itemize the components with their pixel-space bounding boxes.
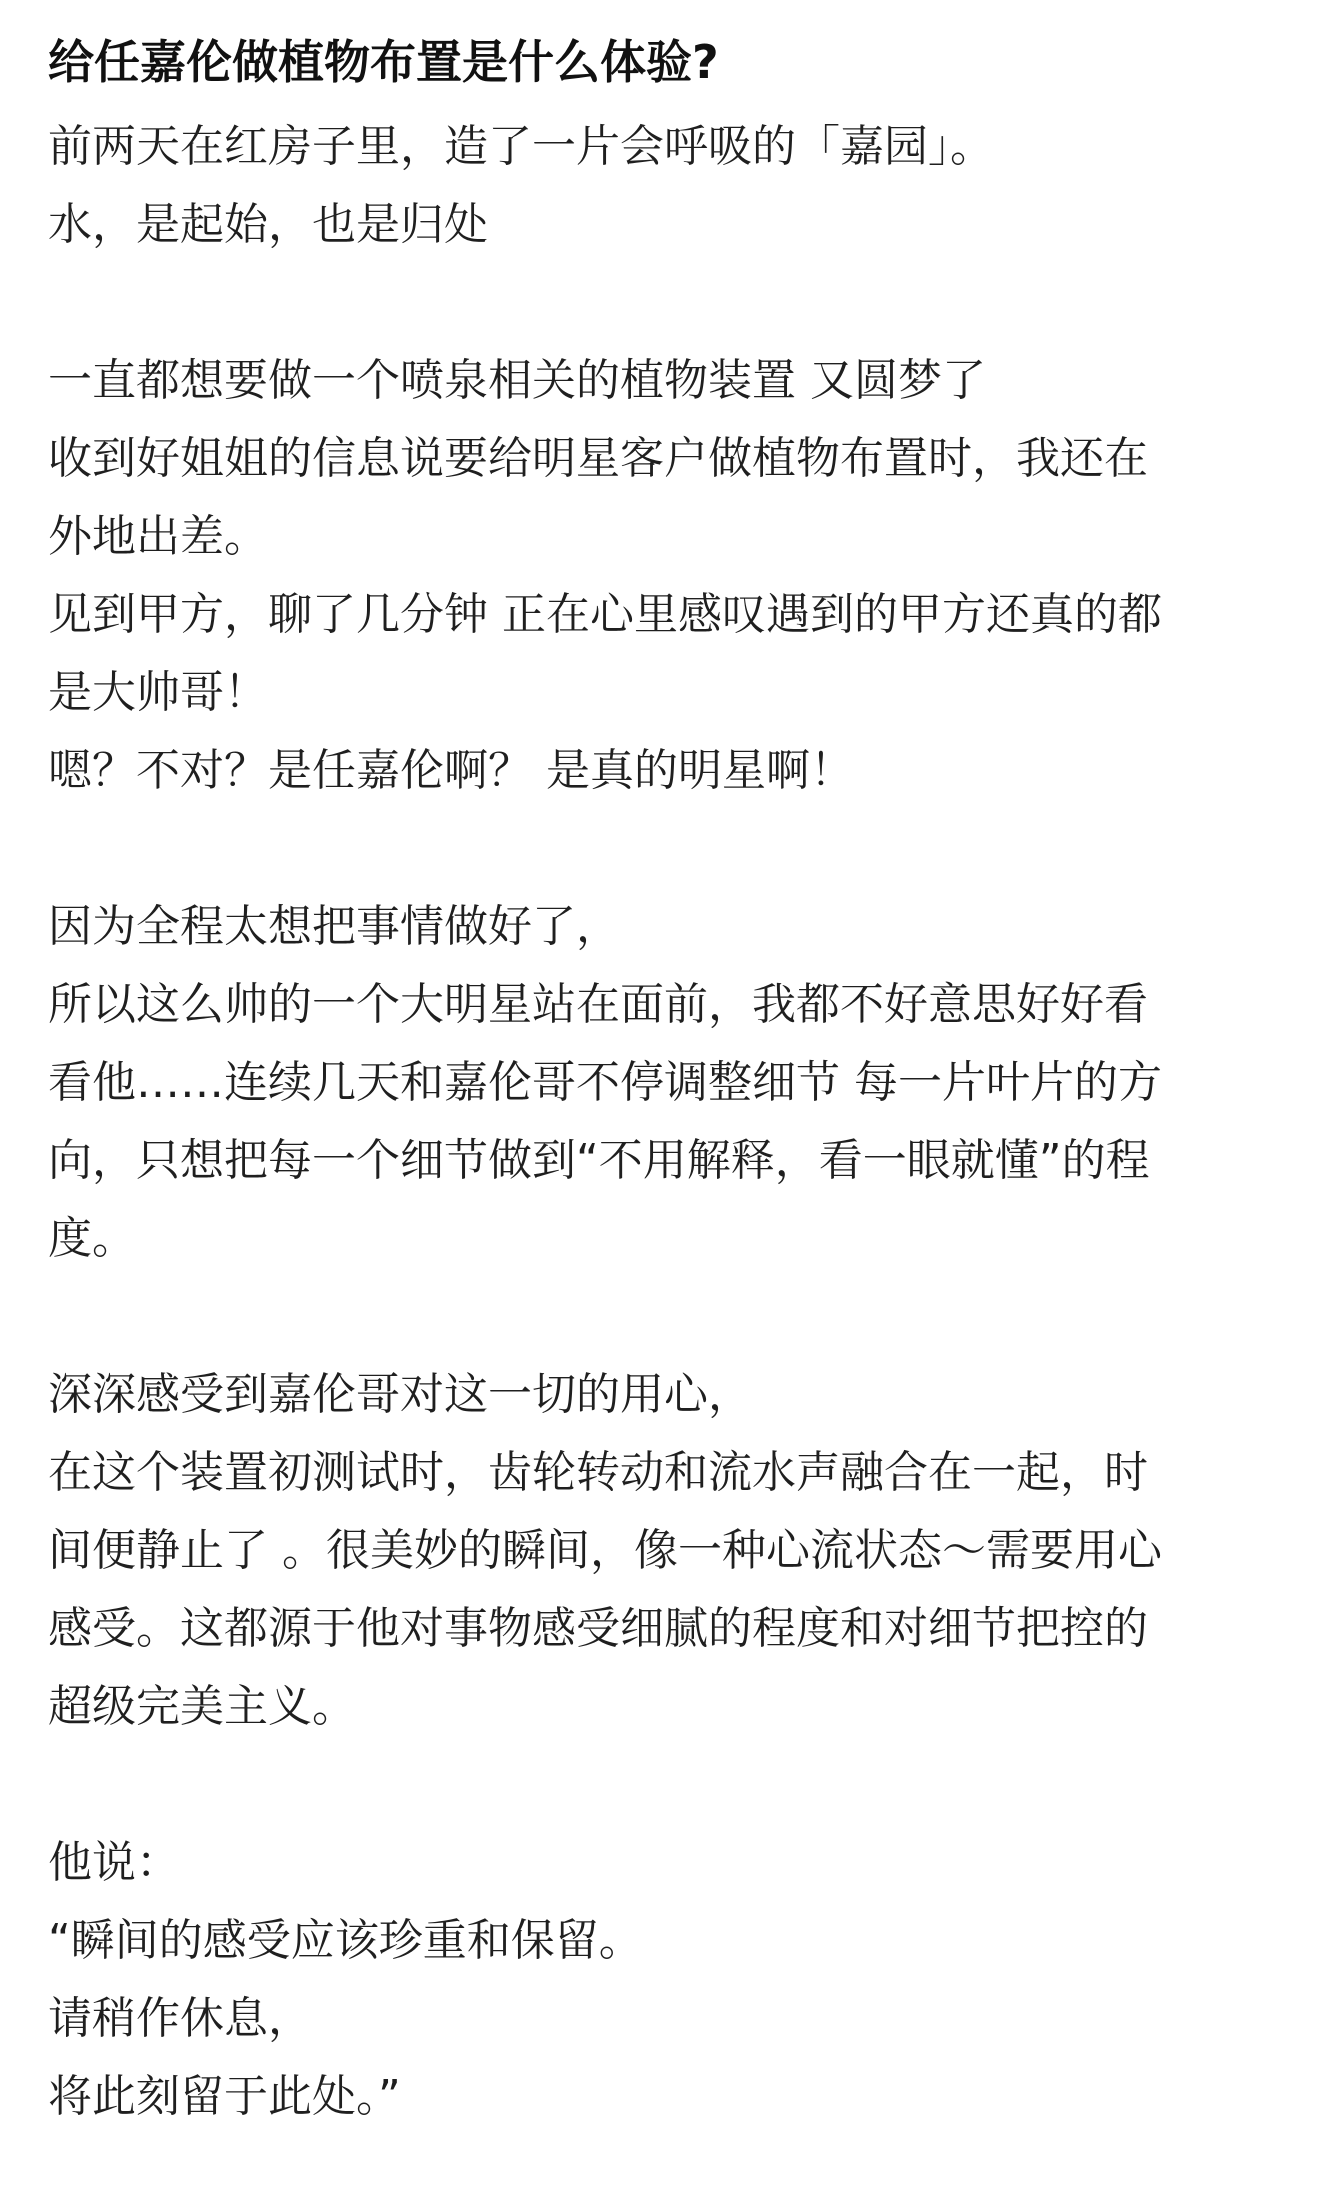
- text-line: 向，只想把每一个细节做到“不用解释，看一眼就懂”的程: [48, 1135, 1150, 1186]
- text-line: 感受。这都源于他对事物感受细腻的程度和对细节把控的: [48, 1603, 1148, 1654]
- paragraph-4: [48, 1356, 1288, 1746]
- text-line: 一直都想要做一个喷泉相关的植物装置 又圆梦了: [48, 355, 986, 406]
- text-line: 深深感受到嘉伦哥对这一切的用心，: [48, 1369, 752, 1420]
- text-line: 前两天在红房子里，造了一片会呼吸的「嘉园」。: [48, 121, 994, 172]
- text-line: 超级完美主义。: [48, 1681, 356, 1732]
- text-line: 水，是起始，也是归处: [48, 199, 488, 250]
- text-line: 是大帅哥！: [48, 667, 268, 718]
- text-line: 所以这么帅的一个大明星站在面前，我都不好意思好好看: [48, 979, 1148, 1030]
- paragraph-5: [48, 1824, 1288, 2136]
- text-line: 见到甲方，聊了几分钟 正在心里感叹遇到的甲方还真的都: [48, 589, 1162, 640]
- paragraph-gap: [48, 1746, 1288, 1824]
- post-title: 给任嘉伦做植物布置是什么体验?: [48, 35, 719, 89]
- text-line: 外地出差。: [48, 511, 268, 562]
- paragraph-2: [48, 342, 1288, 810]
- post-content: [48, 22, 1288, 2136]
- text-line: 在这个装置初测试时，齿轮转动和流水声融合在一起，时: [48, 1447, 1148, 1498]
- text-line: 他说：: [48, 1837, 180, 1888]
- paragraph-gap: [48, 264, 1288, 342]
- paragraph-3: [48, 888, 1288, 1278]
- text-line: 嗯？不对？是任嘉伦啊？ 是真的明星啊！: [48, 745, 854, 796]
- text-line: 请稍作休息，: [48, 1993, 312, 2044]
- paragraph-1: [48, 108, 1288, 264]
- paragraph-gap: [48, 810, 1288, 888]
- text-line: 将此刻留于此处。”: [48, 2071, 401, 2122]
- text-line: 度。: [48, 1213, 136, 1264]
- paragraph-gap: [48, 1278, 1288, 1356]
- text-line: “瞬间的感受应该珍重和保留。: [48, 1915, 643, 1966]
- text-line: 收到好姐姐的信息说要给明星客户做植物布置时，我还在: [48, 433, 1148, 484]
- text-line: 间便静止了 。很美妙的瞬间，像一种心流状态～需要用心: [48, 1525, 1162, 1576]
- text-line: 看他……连续几天和嘉伦哥不停调整细节 每一片叶片的方: [48, 1057, 1162, 1108]
- text-line: 因为全程太想把事情做好了，: [48, 901, 620, 952]
